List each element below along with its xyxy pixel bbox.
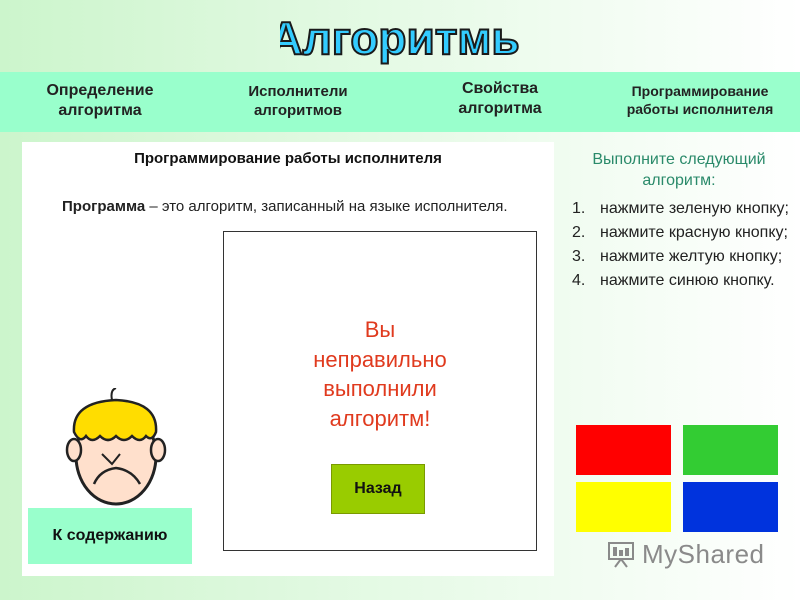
step-number: 1. — [572, 200, 586, 217]
nav-item-label: работы исполнителя — [626, 100, 774, 117]
definition-term: Программа — [62, 198, 146, 215]
nav-item-properties[interactable] — [420, 79, 580, 119]
task-steps-list — [572, 197, 794, 293]
sad-face-icon — [60, 388, 170, 508]
list-item — [572, 245, 794, 269]
watermark-logo — [606, 536, 766, 572]
step-text: нажмите зеленую кнопку; — [600, 200, 789, 217]
nav-item-label: Свойства — [461, 80, 539, 97]
nav-item-label: алгоритма — [458, 100, 542, 117]
green-button[interactable] — [683, 425, 778, 475]
back-button[interactable]: Назад — [331, 464, 425, 514]
list-item — [572, 221, 794, 245]
step-number: 3. — [572, 248, 586, 265]
list-item — [572, 269, 794, 293]
error-message-line: Вы — [364, 317, 396, 342]
page-title: Алгоритмы — [280, 12, 520, 64]
nav-item-label: алгоритмов — [253, 101, 343, 119]
result-dialog — [223, 231, 537, 551]
yellow-button[interactable] — [576, 482, 671, 532]
step-number: 2. — [572, 224, 586, 241]
title-text-graphic — [280, 4, 520, 68]
task-title-line: Выполните следующий — [592, 151, 766, 168]
nav-item-definition[interactable] — [20, 81, 180, 121]
list-item — [572, 197, 794, 221]
step-text: нажмите желтую кнопку; — [600, 248, 783, 265]
step-text: нажмите синюю кнопку. — [600, 272, 775, 289]
task-title-line: алгоритм: — [642, 171, 716, 189]
red-button[interactable] — [576, 425, 671, 475]
step-number: 4. — [572, 272, 586, 289]
definition-text — [62, 196, 542, 217]
table-of-contents-button[interactable]: К содержанию — [28, 508, 192, 564]
presentation-icon — [606, 539, 636, 569]
definition-body: – это алгоритм, записанный на языке исполнителя. — [145, 198, 508, 215]
error-message — [224, 315, 536, 434]
nav-item-label: Исполнители — [248, 83, 348, 100]
nav-item-label: алгоритма — [58, 102, 142, 119]
task-title — [568, 150, 790, 192]
nav-bar — [0, 72, 800, 132]
error-message-line: неправильно — [313, 346, 447, 372]
page-title-logo — [280, 4, 520, 68]
section-title: Программирование работы исполнителя — [134, 150, 442, 167]
error-message-line: алгоритм! — [329, 406, 431, 432]
nav-item-executors[interactable] — [218, 83, 378, 121]
nav-item-label: Определение — [46, 82, 154, 99]
step-text: нажмите красную кнопку; — [600, 224, 788, 241]
blue-button[interactable] — [683, 482, 778, 532]
error-message-line: выполнили — [323, 376, 437, 402]
nav-item-label: Программирование — [631, 83, 769, 99]
watermark-text: MyShared — [642, 538, 765, 569]
nav-item-programming[interactable] — [600, 83, 800, 118]
